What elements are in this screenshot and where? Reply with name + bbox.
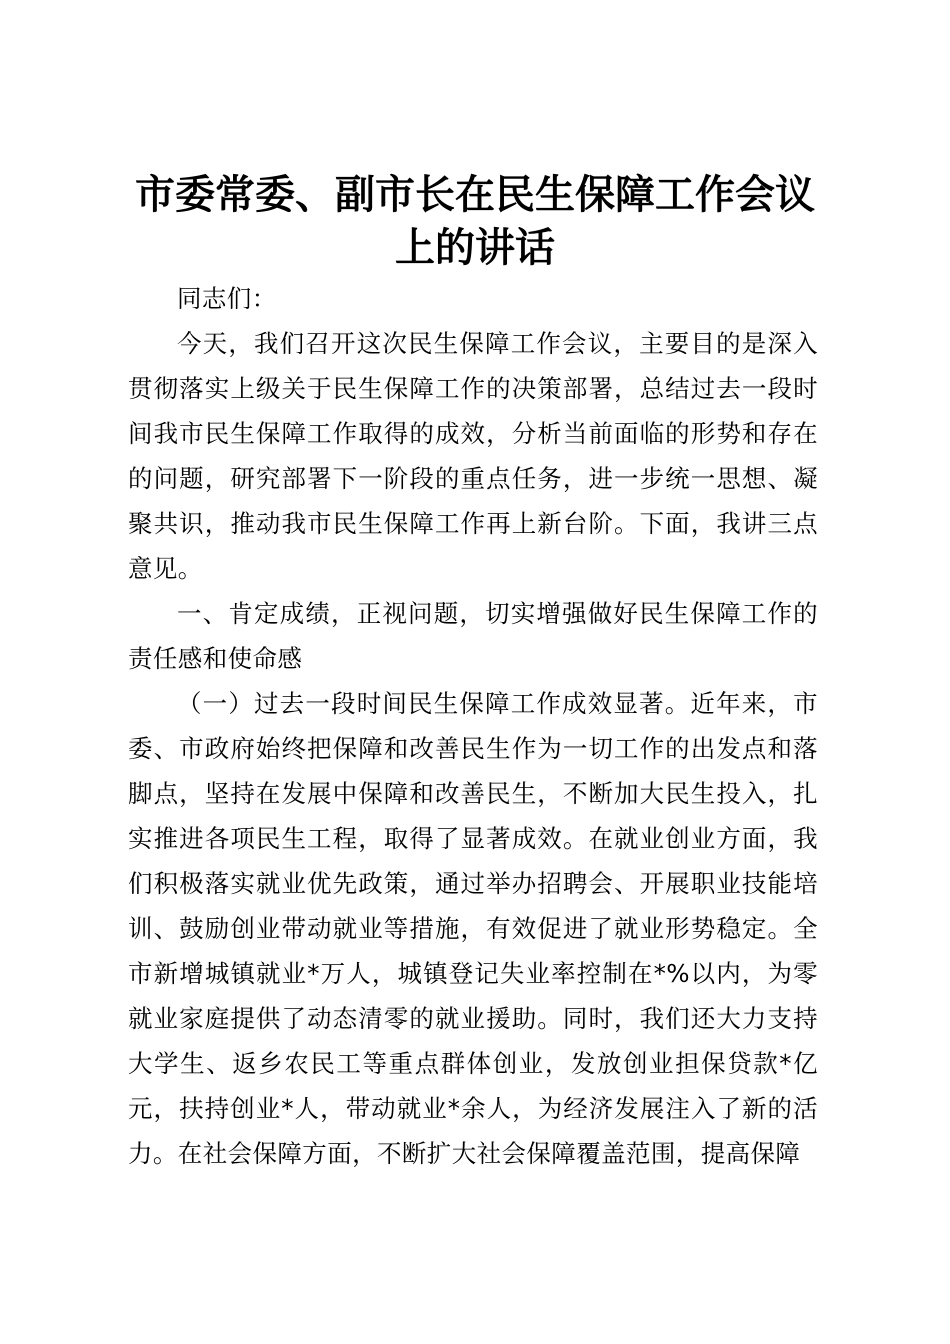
body-paragraph: 今天，我们召开这次民生保障工作会议，主要目的是深入贯彻落实上级关于民生保障工作的决策部署，总结过去一段时间我市民生保障工作取得的成效，分析当前面临的形势和存在的问题，研究部署下一阶段的重点任务，进一步统一思想、凝聚共识，推动我市民生保障工作再上新台阶。下面，我讲三点意见。 [128,329,818,583]
body-paragraph: （一）过去一段时间民生保障工作成效显著。近年来，市委、市政府始终把保障和改善民生作为一切工作的出发点和落脚点，坚持在发展中保障和改善民生，不断加大民生投入，扎实推进各项民生工程，取得了显著成效。在就业创业方面，我们积极落实就业优先政策，通过举办招聘会、开展职业技能培训、鼓励创业带动就业等措施，有效促进了就业形势稳定。全市新增城镇就业*万人，城镇登记失业率控制在*%以内，为零就业家庭提供了动态清零的就业援助。同时，我们还大力支持大学生、返乡农民工等重点群体创业，发放创业担保贷款*亿元，扶持创业*人，带动就业*余人，为经济发展注入了新的活力。在社会保障方面，不断扩大社会保障覆盖范围，提高保障 [128,689,818,1168]
document-body [128,276,818,1176]
section-heading: 一、肯定成绩，正视问题，切实增强做好民生保障工作的责任感和使命感 [128,599,818,673]
document-title: 市委常委、副市长在民生保障工作会议上的讲话 [135,171,815,271]
salutation: 同志们： [177,284,277,313]
